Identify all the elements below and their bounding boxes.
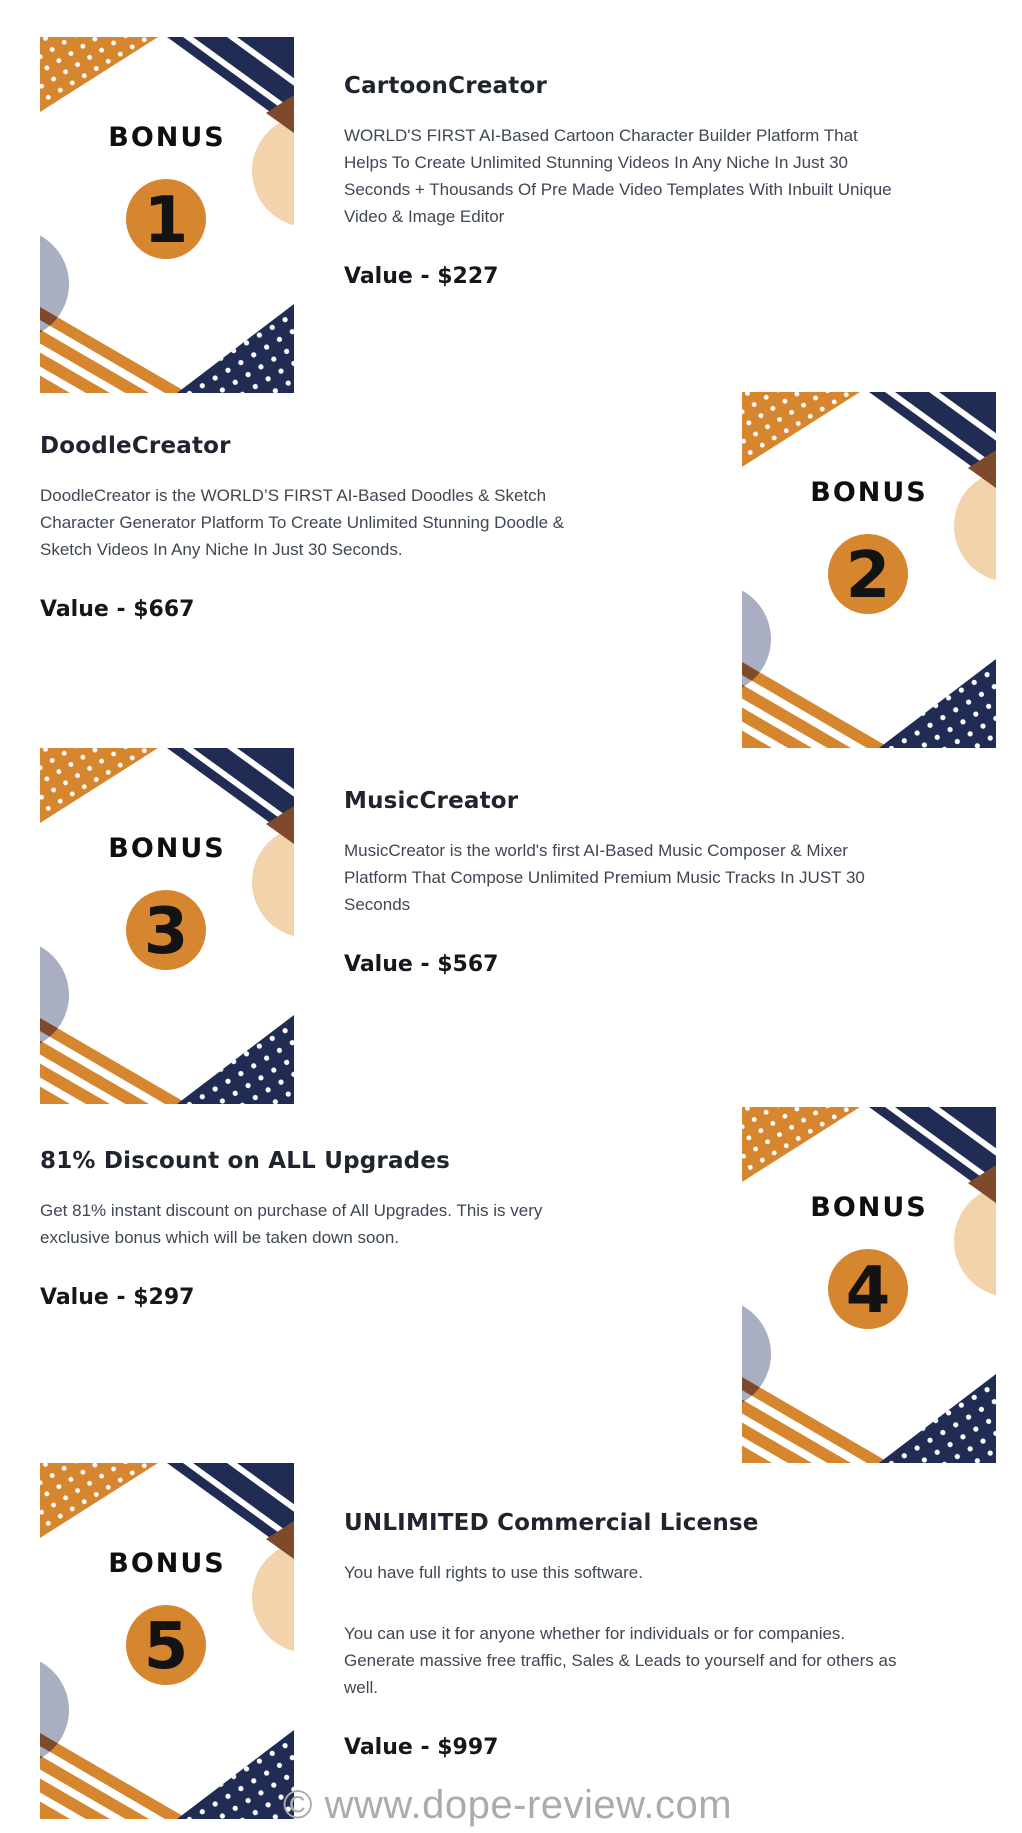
bonus-value: Value - $297: [40, 1285, 195, 1310]
bonus-section: [0, 748, 1022, 1105]
bonus-description: DoodleCreator is the WORLD’S FIRST AI-Based Doodles & Sketch Character Generator Platform To Create Unlimited Stunning Doodle & Sketch Videos In Any Niche In Just 30 Seconds.: [40, 486, 565, 559]
bonus-section: [0, 37, 1022, 394]
bonus-title: DoodleCreator: [40, 433, 231, 459]
bonus-badge-image: [40, 37, 294, 393]
bonus-title: UNLIMITED Commercial License: [344, 1510, 759, 1536]
badge-label: BONUS: [810, 477, 928, 508]
bonus-badge-image: [742, 1107, 996, 1463]
bonus-badge-image: [40, 1463, 294, 1819]
bonus-value: Value - $997: [344, 1735, 499, 1760]
watermark: © www.dope-review.com: [283, 1783, 733, 1827]
bonus-text-block: [344, 787, 899, 978]
bonus-text-block: [344, 1509, 899, 1761]
bonus-description-group: [40, 482, 585, 563]
bonus-title: 81% Discount on ALL Upgrades: [40, 1148, 451, 1174]
badge-number: 2: [845, 539, 891, 613]
bonus-description: Get 81% instant discount on purchase of All Upgrades. This is very exclusive bonus which will be taken down soon.: [40, 1201, 543, 1247]
bonus-value: Value - $567: [344, 952, 499, 977]
bonus-description: MusicCreator is the world's first AI-Based Music Composer & Mixer Platform That Compose Unlimited Premium Music Tracks In JUST 30 Seconds: [344, 841, 865, 914]
bonus-description-group: [344, 837, 899, 918]
bonus-section: [0, 1463, 1022, 1820]
bonus-text-block: [40, 1147, 585, 1311]
badge-number: 5: [143, 1610, 189, 1684]
bonus-badge-image: [40, 748, 294, 1104]
bonus-section: [0, 392, 1022, 749]
bonus-description: WORLD'S FIRST AI-Based Cartoon Character Builder Platform That Helps To Create Unlimited Stunning Videos In Any Niche In Just 30 Seconds + Thousands Of Pre Made Video Templates With Inbuilt Unique Video & Image Editor: [344, 126, 892, 226]
bonus-value: Value - $227: [344, 264, 499, 289]
bonus-badge-image: [742, 392, 996, 748]
bonus-description-group: [40, 1197, 585, 1251]
badge-number: 4: [845, 1254, 891, 1328]
bonus-title: MusicCreator: [344, 788, 519, 814]
badge-label: BONUS: [108, 833, 226, 864]
bonus-description-group: [344, 1559, 899, 1701]
bonus-section: [0, 1107, 1022, 1464]
bonus-title: CartoonCreator: [344, 73, 547, 99]
bonus-description: You can use it for anyone whether for individuals or for companies. Generate massive free traffic, Sales & Leads to yourself and for others as well.: [344, 1624, 897, 1697]
badge-label: BONUS: [108, 1548, 226, 1579]
bonus-text-block: [40, 432, 585, 623]
bonus-value: Value - $667: [40, 597, 195, 622]
badge-label: BONUS: [108, 122, 226, 153]
bonus-text-block: [344, 72, 899, 290]
bonus-description: You have full rights to use this software.: [344, 1563, 643, 1582]
badge-number: 3: [143, 895, 189, 969]
badge-number: 1: [143, 184, 189, 258]
badge-label: BONUS: [810, 1192, 928, 1223]
bonus-description-group: [344, 122, 899, 230]
